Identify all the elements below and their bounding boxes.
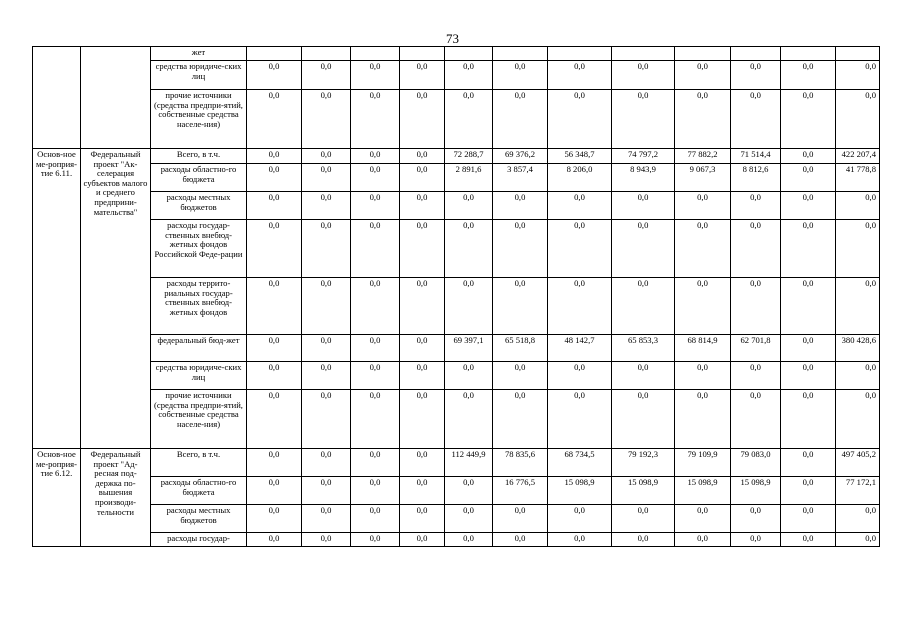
funding-source-cell: расходы местных бюджетов bbox=[151, 192, 247, 220]
funding-source-cell: расходы террито-риальных государ-ственных внебюд-жетных фондов bbox=[151, 278, 247, 335]
value-cell: 8 206,0 bbox=[548, 164, 612, 192]
value-cell: 0,0 bbox=[675, 390, 731, 449]
value-cell: 0,0 bbox=[400, 149, 445, 164]
value-cell: 0,0 bbox=[548, 278, 612, 335]
value-cell: 0,0 bbox=[351, 90, 400, 149]
value-cell: 0,0 bbox=[493, 90, 548, 149]
value-cell: 0,0 bbox=[445, 390, 493, 449]
value-cell: 0,0 bbox=[302, 90, 351, 149]
value-cell: 0,0 bbox=[400, 362, 445, 390]
funding-source-cell: федеральный бюд-жет bbox=[151, 335, 247, 362]
value-cell: 0,0 bbox=[493, 390, 548, 449]
value-cell: 79 192,3 bbox=[612, 449, 675, 477]
value-cell: 0,0 bbox=[400, 505, 445, 533]
value-cell: 0,0 bbox=[675, 220, 731, 278]
value-cell: 0,0 bbox=[445, 220, 493, 278]
value-cell: 3 857,4 bbox=[493, 164, 548, 192]
value-cell: 0,0 bbox=[612, 362, 675, 390]
value-cell: 0,0 bbox=[781, 149, 836, 164]
value-cell: 0,0 bbox=[351, 533, 400, 547]
value-cell: 56 348,7 bbox=[548, 149, 612, 164]
value-cell: 0,0 bbox=[302, 362, 351, 390]
value-cell: 68 814,9 bbox=[675, 335, 731, 362]
value-cell: 0,0 bbox=[302, 505, 351, 533]
table-row bbox=[33, 278, 880, 335]
table-row bbox=[33, 164, 880, 192]
value-cell: 62 701,8 bbox=[731, 335, 781, 362]
value-cell: 0,0 bbox=[247, 192, 302, 220]
funding-source-cell: расходы областно-го бюджета bbox=[151, 164, 247, 192]
table-row bbox=[33, 335, 880, 362]
value-cell: 15 098,9 bbox=[675, 477, 731, 505]
value-cell: 2 891,6 bbox=[445, 164, 493, 192]
value-cell: 8 812,6 bbox=[731, 164, 781, 192]
value-cell: 0,0 bbox=[445, 192, 493, 220]
project-name-cell: Федеральный проект "Ак-селерация субъектов малого и среднего предприни-мательства" bbox=[81, 149, 151, 449]
value-cell: 79 109,9 bbox=[675, 449, 731, 477]
value-cell bbox=[351, 47, 400, 61]
value-cell: 0,0 bbox=[400, 477, 445, 505]
value-cell: 0,0 bbox=[351, 192, 400, 220]
table-row bbox=[33, 390, 880, 449]
value-cell bbox=[781, 47, 836, 61]
value-cell: 0,0 bbox=[302, 449, 351, 477]
value-cell: 0,0 bbox=[445, 505, 493, 533]
funding-source-cell: прочие источники (средства предпри-ятий, собственные средства населе-ния) bbox=[151, 390, 247, 449]
value-cell: 0,0 bbox=[302, 477, 351, 505]
value-cell: 0,0 bbox=[836, 192, 880, 220]
value-cell: 0,0 bbox=[612, 278, 675, 335]
value-cell: 422 207,4 bbox=[836, 149, 880, 164]
value-cell: 0,0 bbox=[247, 362, 302, 390]
value-cell: 0,0 bbox=[351, 390, 400, 449]
value-cell: 0,0 bbox=[493, 220, 548, 278]
value-cell: 0,0 bbox=[247, 505, 302, 533]
value-cell: 69 376,2 bbox=[493, 149, 548, 164]
value-cell: 0,0 bbox=[247, 220, 302, 278]
value-cell: 0,0 bbox=[675, 61, 731, 90]
table-row bbox=[33, 220, 880, 278]
value-cell: 0,0 bbox=[247, 149, 302, 164]
value-cell: 0,0 bbox=[836, 362, 880, 390]
value-cell: 0,0 bbox=[302, 164, 351, 192]
table-row bbox=[33, 90, 880, 149]
value-cell: 15 098,9 bbox=[731, 477, 781, 505]
value-cell: 0,0 bbox=[247, 477, 302, 505]
project-cell bbox=[81, 47, 151, 149]
event-name-cell: Основ-ное ме-роприя-тие 6.11. bbox=[33, 149, 81, 449]
value-cell: 0,0 bbox=[247, 61, 302, 90]
value-cell: 0,0 bbox=[612, 533, 675, 547]
value-cell: 0,0 bbox=[781, 164, 836, 192]
value-cell: 0,0 bbox=[400, 164, 445, 192]
value-cell: 0,0 bbox=[781, 192, 836, 220]
value-cell: 0,0 bbox=[351, 164, 400, 192]
funding-source-cell: средства юридиче-ских лиц bbox=[151, 362, 247, 390]
value-cell: 0,0 bbox=[445, 477, 493, 505]
value-cell: 15 098,9 bbox=[548, 477, 612, 505]
value-cell: 65 853,3 bbox=[612, 335, 675, 362]
value-cell bbox=[836, 47, 880, 61]
value-cell: 71 514,4 bbox=[731, 149, 781, 164]
event-name-cell: Основ-ное ме-роприя-тие 6.12. bbox=[33, 449, 81, 547]
funding-source-cell: расходы местных бюджетов bbox=[151, 505, 247, 533]
value-cell: 77 172,1 bbox=[836, 477, 880, 505]
table-row bbox=[33, 533, 880, 547]
value-cell: 0,0 bbox=[781, 505, 836, 533]
value-cell: 0,0 bbox=[302, 220, 351, 278]
value-cell: 0,0 bbox=[400, 220, 445, 278]
value-cell: 0,0 bbox=[836, 90, 880, 149]
value-cell: 69 397,1 bbox=[445, 335, 493, 362]
value-cell: 0,0 bbox=[351, 335, 400, 362]
value-cell: 0,0 bbox=[781, 61, 836, 90]
value-cell bbox=[493, 47, 548, 61]
value-cell: 0,0 bbox=[400, 533, 445, 547]
value-cell: 74 797,2 bbox=[612, 149, 675, 164]
value-cell: 0,0 bbox=[445, 90, 493, 149]
value-cell: 0,0 bbox=[351, 149, 400, 164]
value-cell: 0,0 bbox=[731, 278, 781, 335]
value-cell: 0,0 bbox=[493, 362, 548, 390]
value-cell: 0,0 bbox=[445, 61, 493, 90]
table-row bbox=[33, 477, 880, 505]
value-cell: 0,0 bbox=[247, 390, 302, 449]
value-cell: 0,0 bbox=[781, 335, 836, 362]
budget-table-body bbox=[33, 47, 880, 547]
project-name-cell: Федеральный проект "Ад-ресная под-держка по-вышения производи-тельности bbox=[81, 449, 151, 547]
table-row bbox=[33, 449, 880, 477]
table-row bbox=[33, 362, 880, 390]
value-cell: 0,0 bbox=[781, 220, 836, 278]
value-cell: 0,0 bbox=[675, 533, 731, 547]
value-cell: 0,0 bbox=[247, 90, 302, 149]
value-cell: 0,0 bbox=[612, 505, 675, 533]
value-cell: 112 449,9 bbox=[445, 449, 493, 477]
value-cell: 0,0 bbox=[836, 278, 880, 335]
value-cell bbox=[731, 47, 781, 61]
value-cell: 0,0 bbox=[731, 505, 781, 533]
value-cell: 9 067,3 bbox=[675, 164, 731, 192]
value-cell: 0,0 bbox=[836, 220, 880, 278]
table-row bbox=[33, 192, 880, 220]
value-cell bbox=[612, 47, 675, 61]
value-cell: 0,0 bbox=[731, 362, 781, 390]
value-cell: 0,0 bbox=[781, 278, 836, 335]
value-cell: 0,0 bbox=[781, 533, 836, 547]
value-cell: 0,0 bbox=[493, 533, 548, 547]
value-cell: 0,0 bbox=[493, 278, 548, 335]
value-cell: 0,0 bbox=[612, 390, 675, 449]
value-cell: 0,0 bbox=[302, 335, 351, 362]
value-cell: 0,0 bbox=[400, 61, 445, 90]
value-cell: 0,0 bbox=[781, 390, 836, 449]
value-cell: 380 428,6 bbox=[836, 335, 880, 362]
value-cell: 0,0 bbox=[781, 362, 836, 390]
value-cell: 0,0 bbox=[548, 61, 612, 90]
value-cell: 497 405,2 bbox=[836, 449, 880, 477]
value-cell: 0,0 bbox=[351, 449, 400, 477]
table-row bbox=[33, 61, 880, 90]
value-cell: 0,0 bbox=[493, 192, 548, 220]
value-cell: 0,0 bbox=[247, 278, 302, 335]
value-cell: 0,0 bbox=[493, 505, 548, 533]
value-cell: 0,0 bbox=[731, 220, 781, 278]
value-cell: 0,0 bbox=[351, 362, 400, 390]
value-cell bbox=[548, 47, 612, 61]
event-cell bbox=[33, 47, 81, 149]
value-cell: 0,0 bbox=[675, 362, 731, 390]
value-cell: 77 882,2 bbox=[675, 149, 731, 164]
value-cell: 0,0 bbox=[675, 192, 731, 220]
value-cell: 0,0 bbox=[675, 505, 731, 533]
funding-source-cell: расходы областно-го бюджета bbox=[151, 477, 247, 505]
value-cell: 0,0 bbox=[781, 90, 836, 149]
value-cell: 0,0 bbox=[836, 533, 880, 547]
funding-source-cell: расходы государ- bbox=[151, 533, 247, 547]
value-cell: 41 778,8 bbox=[836, 164, 880, 192]
value-cell: 0,0 bbox=[351, 505, 400, 533]
value-cell: 0,0 bbox=[400, 390, 445, 449]
value-cell: 0,0 bbox=[400, 90, 445, 149]
funding-source-cell: средства юридиче-ских лиц bbox=[151, 61, 247, 90]
value-cell: 0,0 bbox=[781, 477, 836, 505]
value-cell: 0,0 bbox=[400, 278, 445, 335]
value-cell: 0,0 bbox=[612, 61, 675, 90]
value-cell: 0,0 bbox=[731, 61, 781, 90]
value-cell: 0,0 bbox=[731, 90, 781, 149]
value-cell: 0,0 bbox=[302, 149, 351, 164]
value-cell: 0,0 bbox=[351, 220, 400, 278]
value-cell: 0,0 bbox=[548, 192, 612, 220]
value-cell: 0,0 bbox=[445, 362, 493, 390]
funding-source-cell: расходы государ-ственных внебюд-жетных фондов Российской Феде-рации bbox=[151, 220, 247, 278]
value-cell: 0,0 bbox=[548, 505, 612, 533]
value-cell: 0,0 bbox=[445, 278, 493, 335]
value-cell: 0,0 bbox=[548, 220, 612, 278]
table-row bbox=[33, 505, 880, 533]
value-cell: 0,0 bbox=[731, 192, 781, 220]
value-cell: 0,0 bbox=[781, 449, 836, 477]
value-cell: 0,0 bbox=[247, 449, 302, 477]
value-cell: 0,0 bbox=[548, 533, 612, 547]
value-cell: 72 288,7 bbox=[445, 149, 493, 164]
value-cell: 8 943,9 bbox=[612, 164, 675, 192]
value-cell: 0,0 bbox=[400, 335, 445, 362]
value-cell: 0,0 bbox=[548, 362, 612, 390]
value-cell: 79 083,0 bbox=[731, 449, 781, 477]
value-cell: 0,0 bbox=[247, 533, 302, 547]
value-cell: 16 776,5 bbox=[493, 477, 548, 505]
value-cell: 0,0 bbox=[351, 61, 400, 90]
value-cell: 0,0 bbox=[548, 90, 612, 149]
value-cell: 0,0 bbox=[247, 335, 302, 362]
value-cell bbox=[400, 47, 445, 61]
value-cell: 0,0 bbox=[612, 220, 675, 278]
value-cell: 0,0 bbox=[675, 90, 731, 149]
value-cell: 0,0 bbox=[302, 533, 351, 547]
funding-source-cell: Всего, в т.ч. bbox=[151, 449, 247, 477]
value-cell: 0,0 bbox=[612, 90, 675, 149]
value-cell bbox=[445, 47, 493, 61]
value-cell: 48 142,7 bbox=[548, 335, 612, 362]
value-cell: 0,0 bbox=[731, 533, 781, 547]
value-cell: 65 518,8 bbox=[493, 335, 548, 362]
value-cell: 0,0 bbox=[351, 477, 400, 505]
value-cell: 0,0 bbox=[400, 449, 445, 477]
value-cell: 0,0 bbox=[612, 192, 675, 220]
value-cell: 0,0 bbox=[731, 390, 781, 449]
funding-source-cell: жет bbox=[151, 47, 247, 61]
page-number: 73 bbox=[446, 31, 459, 46]
budget-table bbox=[32, 46, 880, 547]
value-cell: 0,0 bbox=[302, 192, 351, 220]
value-cell: 15 098,9 bbox=[612, 477, 675, 505]
value-cell: 0,0 bbox=[836, 61, 880, 90]
funding-source-cell: прочие источники (средства предпри-ятий, собственные средства населе-ния) bbox=[151, 90, 247, 149]
value-cell: 0,0 bbox=[548, 390, 612, 449]
value-cell: 0,0 bbox=[675, 278, 731, 335]
table-row bbox=[33, 149, 880, 164]
value-cell: 0,0 bbox=[351, 278, 400, 335]
value-cell: 68 734,5 bbox=[548, 449, 612, 477]
value-cell: 0,0 bbox=[302, 278, 351, 335]
funding-source-cell: Всего, в т.ч. bbox=[151, 149, 247, 164]
value-cell: 0,0 bbox=[445, 533, 493, 547]
value-cell: 0,0 bbox=[836, 390, 880, 449]
table-row bbox=[33, 47, 880, 61]
value-cell: 0,0 bbox=[302, 390, 351, 449]
value-cell: 78 835,6 bbox=[493, 449, 548, 477]
value-cell bbox=[247, 47, 302, 61]
value-cell: 0,0 bbox=[836, 505, 880, 533]
value-cell: 0,0 bbox=[493, 61, 548, 90]
value-cell: 0,0 bbox=[247, 164, 302, 192]
value-cell bbox=[675, 47, 731, 61]
value-cell: 0,0 bbox=[400, 192, 445, 220]
value-cell bbox=[302, 47, 351, 61]
value-cell: 0,0 bbox=[302, 61, 351, 90]
